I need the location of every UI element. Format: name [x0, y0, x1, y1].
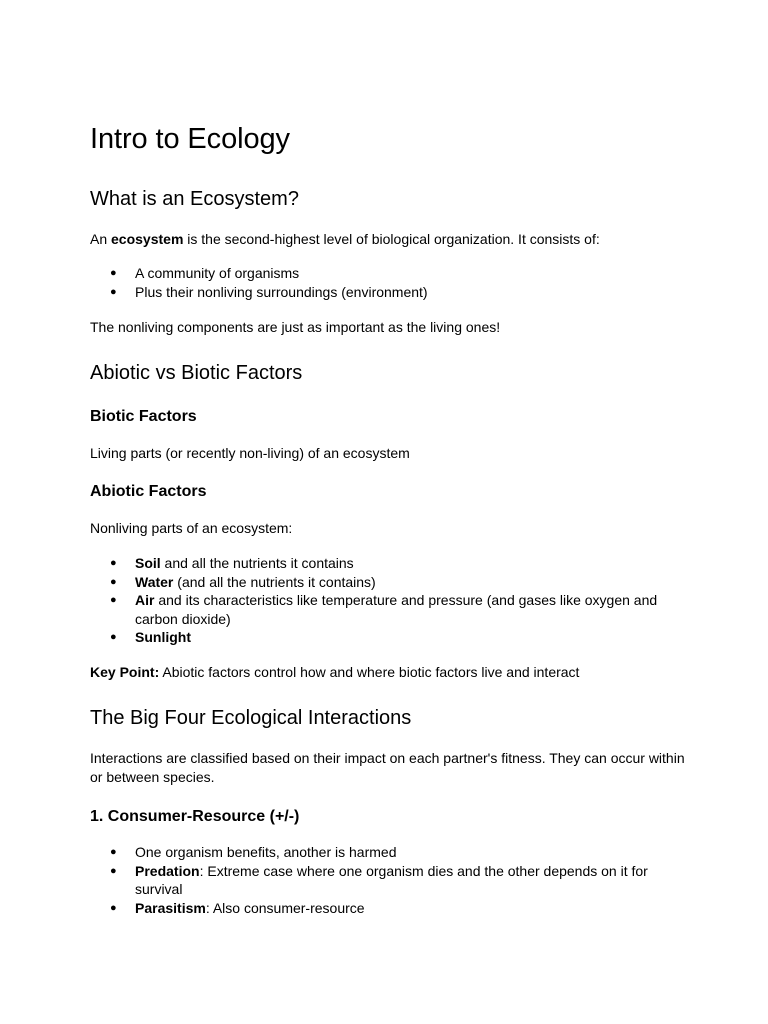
list-item	[90, 283, 690, 302]
ecosystem-intro-pre: An	[90, 231, 112, 247]
list-item-text: Plus their nonliving surroundings (environment)	[135, 283, 428, 300]
abiotic-description: Nonliving parts of an ecosystem:	[90, 520, 293, 536]
list-item-term: Water	[135, 573, 174, 590]
ecosystem-intro-post: is the second-highest level of biological organization. It consists of:	[183, 231, 600, 247]
list-item	[90, 591, 690, 628]
interactions-intro: Interactions are classified based on their impact on each partner's fitness. They can occur within or between species.	[90, 750, 685, 785]
list-item-text: (and all the nutrients it contains)	[173, 573, 376, 590]
list-item	[90, 843, 690, 862]
list-item-term: Air	[135, 592, 155, 608]
biotic-description: Living parts (or recently non-living) of an ecosystem	[90, 445, 410, 461]
key-point	[90, 663, 690, 682]
subheading-biotic: Biotic Factors	[90, 408, 197, 425]
section-heading-factors: Abiotic vs Biotic Factors	[90, 362, 303, 384]
bullet-icon: ●	[110, 594, 117, 606]
bullet-icon: ●	[110, 846, 117, 858]
section-heading-interactions: The Big Four Ecological Interactions	[90, 707, 412, 729]
bullet-icon: ●	[110, 901, 117, 914]
subheading-abiotic: Abiotic Factors	[90, 483, 207, 500]
section-heading-ecosystem: What is an Ecosystem?	[90, 188, 299, 210]
subheading-consumer-resource: 1. Consumer-Resource (+/-)	[90, 808, 300, 825]
abiotic-list	[90, 554, 690, 647]
list-item-term: Parasitism	[135, 899, 206, 916]
list-item	[90, 628, 690, 647]
list-item	[90, 862, 690, 899]
consumer-resource-list	[90, 843, 690, 917]
list-item	[90, 264, 690, 283]
list-item	[90, 573, 690, 592]
list-item-term: Soil	[135, 555, 161, 571]
bullet-icon: ●	[110, 631, 117, 643]
bullet-icon: ●	[110, 864, 117, 877]
page-title: Intro to Ecology	[90, 123, 290, 155]
list-item	[90, 899, 690, 918]
list-item-text: : Extreme case where one organism dies and the other depends on it for survival	[135, 862, 648, 897]
key-point-label: Key Point:	[90, 664, 160, 680]
key-point-text: Abiotic factors control how and where biotic factors live and interact	[159, 664, 580, 680]
ecosystem-list	[90, 264, 690, 301]
bullet-icon: ●	[110, 557, 117, 569]
ecosystem-closing: The nonliving components are just as important as the living ones!	[90, 319, 501, 335]
list-item-text: : Also consumer-resource	[205, 899, 365, 916]
list-item-text: and its characteristics like temperature and pressure (and gases like oxygen and carbon dioxide)	[135, 592, 658, 627]
bullet-icon: ●	[110, 285, 117, 298]
ecosystem-intro	[90, 230, 690, 249]
list-item-text: One organism benefits, another is harmed	[135, 844, 397, 860]
list-item-term: Sunlight	[135, 629, 191, 645]
list-item-term: Predation	[135, 862, 200, 879]
list-item-text: A community of organisms	[135, 265, 300, 281]
ecosystem-term: ecosystem	[111, 231, 184, 247]
bullet-icon: ●	[110, 267, 117, 279]
list-item	[90, 554, 690, 573]
bullet-icon: ●	[110, 575, 117, 588]
list-item-text: and all the nutrients it contains	[160, 555, 354, 571]
